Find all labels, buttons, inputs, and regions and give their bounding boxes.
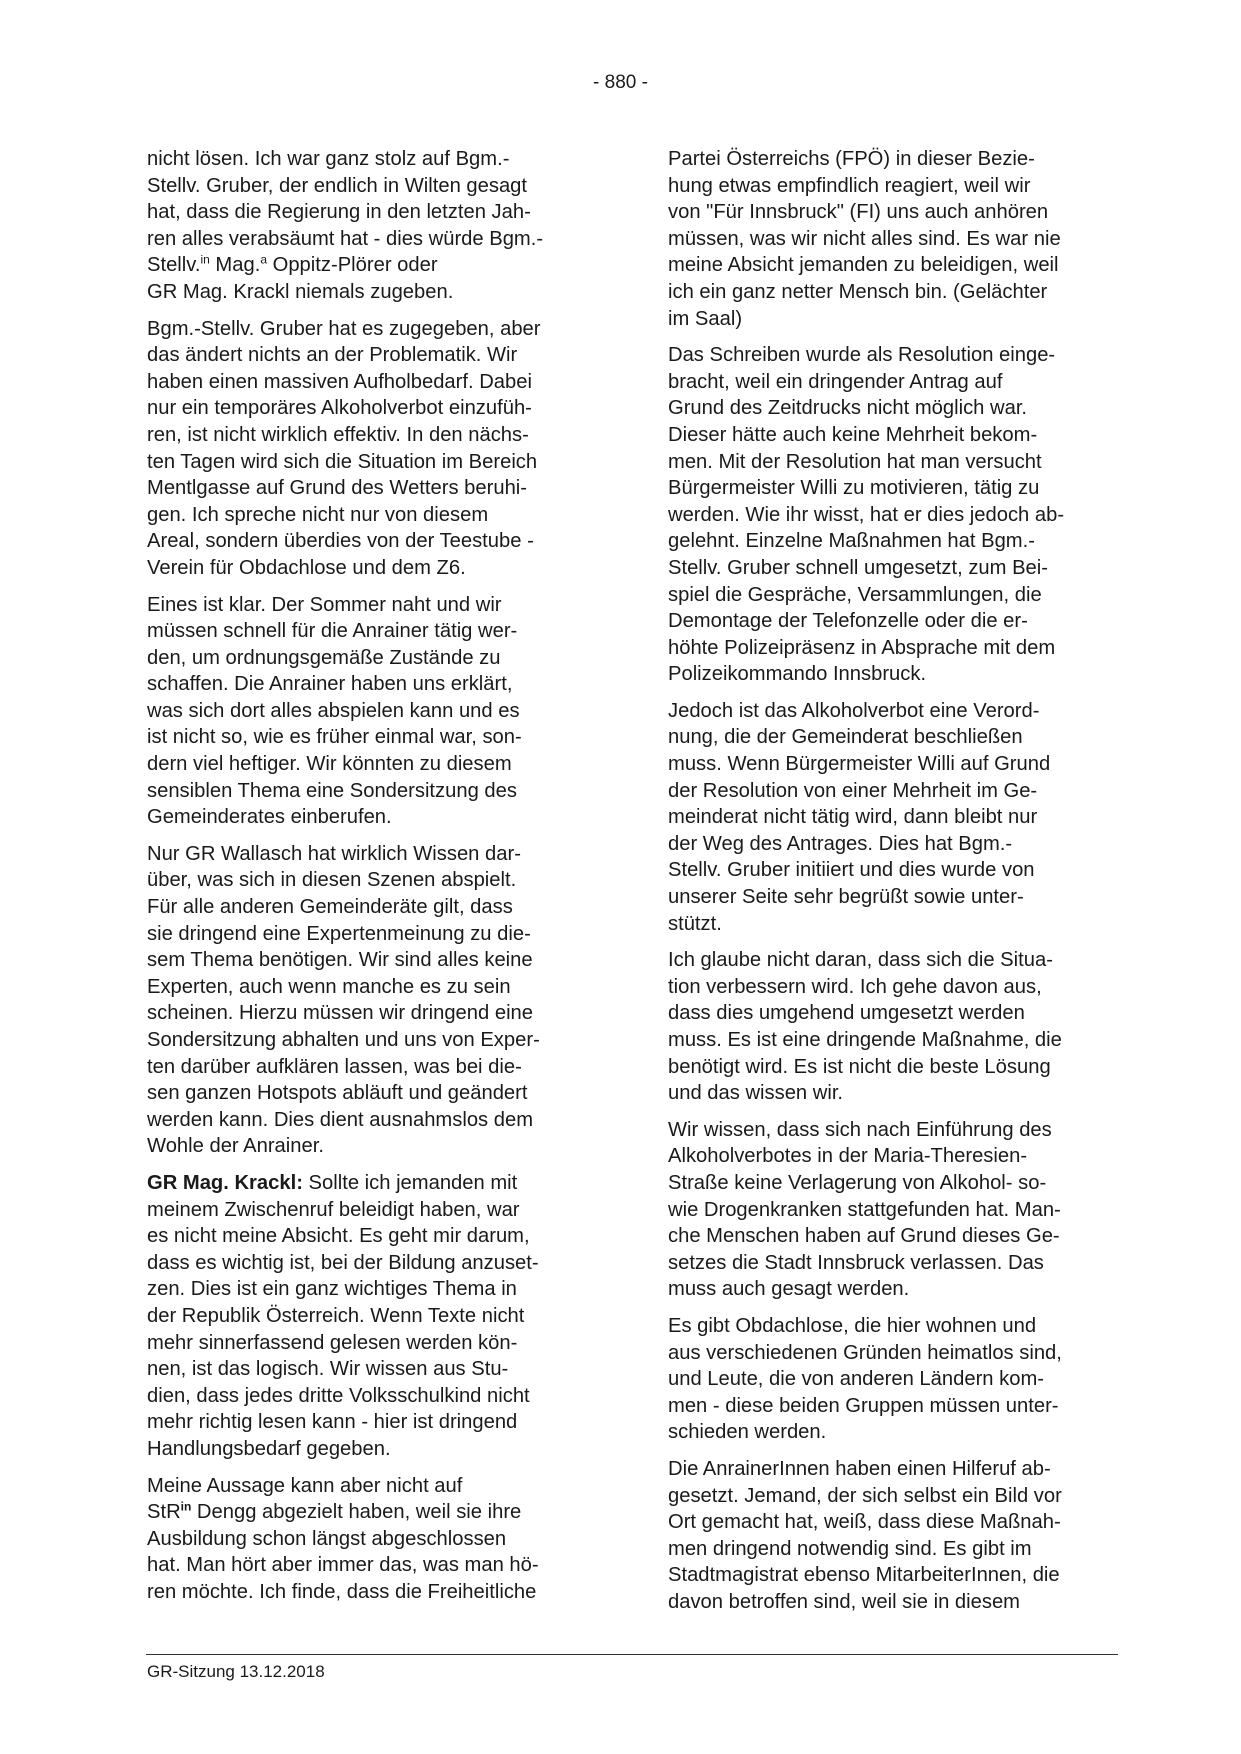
text-line: Die AnrainerInnen haben einen Hilferuf ab- [668, 1457, 1051, 1480]
text-line: Nur GR Wallasch hat wirklich Wissen dar- [147, 842, 521, 865]
text-line: wie Drogenkranken stattgefunden hat. Man- [668, 1198, 1061, 1221]
text-line: Stellv.$^{in}$ Mag.$^a$ Oppitz-Plörer oder [147, 252, 438, 277]
text-line: müssen schnell für die Anrainer tätig wer- [147, 620, 518, 643]
text-line: Sondersitzung abhalten und uns von Exper- [147, 1029, 540, 1051]
text-line: Mentlgasse auf Grund des Wetters beruhi- [147, 477, 528, 500]
text-line: Bgm.-Stellv. Gruber hat es zugegeben, aber [147, 317, 541, 340]
text-line: Verein für Obdachlose und dem Z6. [147, 556, 466, 579]
paragraph [668, 1117, 1118, 1303]
text-line: ren alles verabsäumt hat - dies würde Bgm.- [147, 227, 544, 250]
paragraph [147, 146, 592, 306]
speaker-name: GR Mag. Krackl: [147, 1171, 303, 1194]
paragraph [668, 698, 1118, 937]
text-line: es nicht meine Absicht. Es geht mir darum, [147, 1225, 530, 1248]
text-line: und Leute, die von anderen Ländern kom- [668, 1368, 1044, 1391]
text-line: dern viel heftiger. Wir könnten zu diesem [147, 753, 512, 776]
text-line: dass dies umgehend umgesetzt werden [668, 1002, 1025, 1025]
text-line: stützt. [668, 912, 722, 935]
text-line: men. Mit der Resolution hat man versucht [668, 450, 1042, 473]
text-line: men dringend notwendig sind. Es gibt im [668, 1537, 1032, 1560]
paragraph [668, 342, 1118, 688]
text-line: davon betroffen sind, weil sie in diesem [668, 1590, 1020, 1613]
text-line: Demontage der Telefonzelle oder die er- [668, 610, 1028, 633]
text-line: Stellv. Gruber schnell umgesetzt, zum Bei- [668, 556, 1048, 579]
text-line: den, um ordnungsgemäße Zustände zu [147, 646, 501, 669]
text-line: hat. Man hört aber immer das, was man hö- [147, 1554, 539, 1577]
text-line: schieden werden. [668, 1421, 827, 1444]
text-line: Bürgermeister Willi zu motivieren, tätig zu [668, 477, 1040, 500]
text-line: Alkoholverbotes in der Maria-Theresien- [668, 1145, 1028, 1168]
text-line: und das wissen wir. [668, 1082, 844, 1105]
paragraph [147, 1170, 592, 1463]
text-line: Jedoch ist das Alkoholverbot eine Verord- [668, 699, 1040, 722]
text-line: muss auch gesagt werden. [668, 1278, 910, 1301]
text-line: GR Mag. Krackl: Sollte ich jemanden mit [147, 1171, 518, 1194]
text-line: Wir wissen, dass sich nach Einführung des [668, 1118, 1052, 1141]
text-line: nicht lösen. Ich war ganz stolz auf Bgm.- [147, 148, 510, 170]
text-line: hung etwas empfindlich reagiert, weil wir [668, 174, 1031, 197]
text-line: dien, dass jedes dritte Volksschulkind nicht [147, 1384, 530, 1407]
text-line: Areal, sondern überdies von der Teestube - [147, 530, 534, 553]
text-line: meinem Zwischenruf beleidigt haben, war [147, 1198, 520, 1221]
text-line: ich ein ganz netter Mensch bin. (Gelächter [668, 280, 1048, 303]
text-line: setzes die Stadt Innsbruck verlassen. Das [668, 1251, 1044, 1274]
text-line: Ich glaube nicht daran, dass sich die Situa- [668, 949, 1053, 972]
text-line: ren möchte. Ich finde, dass die Freiheitliche [147, 1580, 537, 1603]
text-line: im Saal) [668, 307, 743, 330]
text-line: StR$^{in}$ Dengg abgezielt haben, weil sie ihre [147, 1499, 522, 1524]
text-line: gen. Ich spreche nicht nur von diesem [147, 503, 489, 526]
text-line: höhte Polizeipräsenz in Absprache mit dem [668, 636, 1056, 659]
text-line: hat, dass die Regierung in den letzten Jah- [147, 201, 531, 224]
text-line: aus verschiedenen Gründen heimatlos sind, [668, 1341, 1062, 1364]
text-line: zen. Dies ist ein ganz wichtiges Thema in [147, 1278, 517, 1301]
text-line: schaffen. Die Anrainer haben uns erklärt, [147, 673, 513, 696]
text-line: meinderat nicht tätig wird, dann bleibt nur [668, 806, 1038, 829]
text-line: was sich dort alles abspielen kann und es [147, 699, 520, 722]
text-line: mehr sinnerfassend gelesen werden kön- [147, 1331, 518, 1354]
text-line: ist nicht so, wie es früher einmal war, son- [147, 726, 522, 749]
left-column [147, 146, 592, 1615]
text-line: Straße keine Verlagerung von Alkohol- so- [668, 1171, 1047, 1194]
paragraph [668, 947, 1118, 1107]
text-line: müssen, was wir nicht alles sind. Es war nie [668, 227, 1061, 250]
text-line: Wohle der Anrainer. [147, 1135, 324, 1158]
text-line: men - diese beiden Gruppen müssen unter- [668, 1394, 1059, 1417]
text-line: tion verbessern wird. Ich gehe davon aus, [668, 975, 1042, 998]
text-line: Meine Aussage kann aber nicht auf [147, 1474, 463, 1497]
text-line: unserer Seite sehr begrüßt sowie unter- [668, 886, 1024, 909]
text-line: haben einen massiven Aufholbedarf. Dabei [147, 370, 532, 393]
paragraph [668, 146, 1118, 332]
text-line: von "Für Innsbruck" (FI) uns auch anhören [668, 201, 1049, 224]
text-line: che Menschen haben auf Grund dieses Ge- [668, 1225, 1060, 1248]
text-line: sie dringend eine Expertenmeinung zu die- [147, 922, 531, 945]
text-line: Gemeinderates einberufen. [147, 806, 392, 829]
text-line: gelehnt. Einzelne Maßnahmen hat Bgm.- [668, 530, 1035, 553]
text-line: sem Thema benötigen. Wir sind alles keine [147, 949, 533, 972]
page-number: - 880 - [593, 72, 648, 93]
footer-session-date: GR-Sitzung 13.12.2018 [147, 1662, 325, 1681]
text-line: der Republik Österreich. Wenn Texte nicht [147, 1304, 525, 1327]
text-line: Stellv. Gruber initiiert und dies wurde von [668, 859, 1035, 882]
text-line: Es gibt Obdachlose, die hier wohnen und [668, 1314, 1037, 1337]
text-line: Experten, auch wenn manche es zu sein [147, 975, 511, 998]
text-line: benötigt wird. Es ist nicht die beste Lösung [668, 1055, 1051, 1078]
text-line: nur ein temporäres Alkoholverbot einzufüh- [147, 397, 532, 420]
text-line: ten darüber aufklären lassen, was bei die- [147, 1055, 522, 1078]
paragraph [668, 1313, 1118, 1446]
text-line: Ausbildung schon längst abgeschlossen [147, 1527, 507, 1550]
text-line: Handlungsbedarf gegeben. [147, 1437, 391, 1460]
paragraph [668, 1456, 1118, 1616]
text-line: dass es wichtig ist, bei der Bildung anzuset- [147, 1251, 539, 1274]
text-line: muss. Wenn Bürgermeister Willi auf Grund [668, 753, 1051, 776]
text-line: meine Absicht jemanden zu beleidigen, weil [668, 254, 1059, 277]
text-line: sen ganzen Hotspots abläuft und geändert [147, 1082, 528, 1105]
text-line: Partei Österreichs (FPÖ) in dieser Bezie- [668, 148, 1035, 170]
text-line: ten Tagen wird sich die Situation im Bereich [147, 450, 538, 473]
text-line: spiel die Gespräche, Versammlungen, die [668, 583, 1042, 606]
text-line: GR Mag. Krackl niemals zugeben. [147, 280, 454, 303]
text-line: Stadtmagistrat ebenso MitarbeiterInnen, die [668, 1564, 1060, 1587]
text-line: muss. Es ist eine dringende Maßnahme, die [668, 1029, 1062, 1051]
text-line: Polizeikommando Innsbruck. [668, 663, 927, 686]
paragraph [147, 841, 592, 1160]
text-line: Ort gemacht hat, weiß, dass diese Maßnah- [668, 1511, 1061, 1534]
text-line: über, was sich in diesen Szenen abspielt. [147, 869, 517, 892]
text-line: gesetzt. Jemand, der sich selbst ein Bild vor [668, 1484, 1062, 1507]
text-line: Stellv. Gruber, der endlich in Wilten gesagt [147, 174, 528, 197]
text-line: Grund des Zeitdrucks nicht möglich war. [668, 397, 1028, 420]
text-line: das ändert nichts an der Problematik. Wir [147, 344, 518, 367]
text-line: mehr richtig lesen kann - hier ist dringend [147, 1411, 518, 1434]
right-column [668, 146, 1118, 1625]
text-line: werden kann. Dies dient ausnahmslos dem [147, 1108, 534, 1131]
text-line: bracht, weil ein dringender Antrag auf [668, 370, 1003, 393]
text-line: ren, ist nicht wirklich effektiv. In den nächs- [147, 423, 529, 446]
text-line: Eines ist klar. Der Sommer naht und wir [147, 593, 502, 616]
text-line: werden. Wie ihr wisst, hat er dies jedoch ab- [668, 503, 1065, 526]
text-line: sensiblen Thema eine Sondersitzung des [147, 779, 517, 802]
text-line: der Weg des Antrages. Dies hat Bgm.- [668, 832, 1013, 855]
text-line: Für alle anderen Gemeinderäte gilt, dass [147, 896, 513, 919]
text-line: Das Schreiben wurde als Resolution einge- [668, 344, 1056, 367]
text-line: nen, ist das logisch. Wir wissen aus Stu- [147, 1358, 509, 1381]
text-line: der Resolution von einer Mehrheit im Ge- [668, 779, 1038, 802]
text-line: nung, die der Gemeinderat beschließen [668, 726, 1023, 749]
paragraph [147, 316, 592, 582]
paragraph [147, 592, 592, 831]
text-line: scheinen. Hierzu müssen wir dringend eine [147, 1002, 534, 1025]
footer-divider [146, 1654, 1118, 1655]
paragraph [147, 1473, 592, 1606]
text-line: Dieser hätte auch keine Mehrheit bekom- [668, 423, 1038, 446]
